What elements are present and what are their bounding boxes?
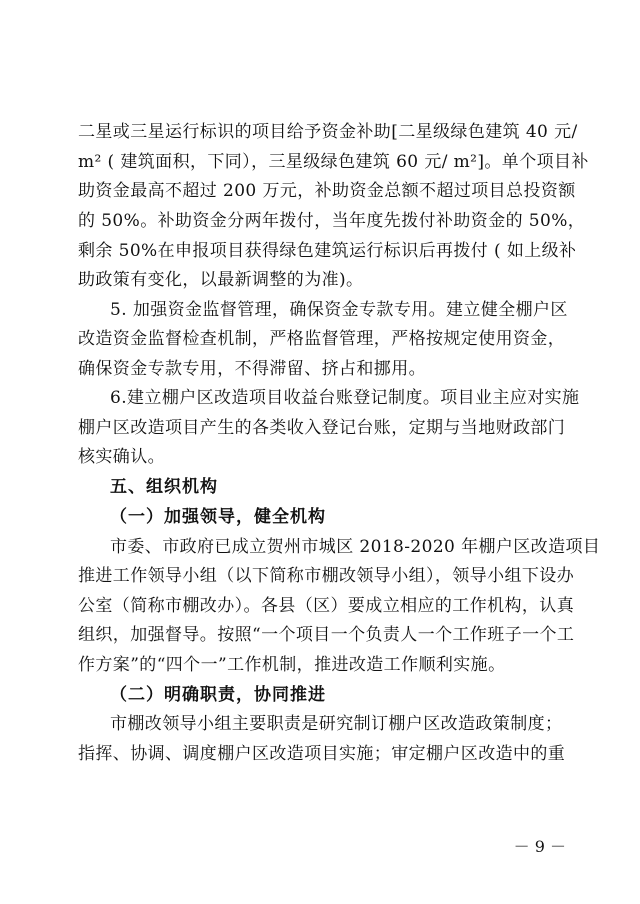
body-text-line-19: 指挥、协调、调度棚户区改造项目实施；审定棚户区改造中的重 [78,744,566,764]
subsection-heading-2: （二）明确职责，协同推进 [110,685,326,705]
body-text-line-15: 公室（简称市棚改办）。各县（区）要成立相应的工作机构，认真 [78,596,575,616]
body-text-line-11: 棚户区改造项目产生的各类收入登记台账，定期与当地财政部门 [78,418,566,438]
body-text-line-4: 的 50%。补助资金分两年拨付，当年度先拨付补助资金的 50%， [78,211,586,231]
body-text-line-6: 助政策有变化，以最新调整的为准)。 [78,270,364,290]
body-text-line-5: 剩余 50%在申报项目获得绿色建筑运行标识后再拨付 ( 如上级补 [78,241,577,261]
body-text-line-7: 5. 加强资金监督管理，确保资金专款专用。建立健全棚户区 [110,300,568,320]
body-text-line-17: 作方案”的“四个一”工作机制，推进改造工作顺利实施。 [78,655,506,675]
body-text-line-9: 确保资金专款专用，不得滞留、挤占和挪用。 [78,359,426,379]
body-text-line-10: 6.建立棚户区改造项目收益台账登记制度。项目业主应对实施 [110,388,580,408]
page-number: － 9 － [513,837,566,856]
section-heading: 五、组织机构 [110,477,218,497]
body-text-line-18: 市棚改领导小组主要职责是研究制订棚户区改造政策制度； [110,714,563,734]
body-text-line-8: 改造资金监督检查机制，严格监督管理，严格按规定使用资金， [78,329,566,349]
body-text-line-13: 市委、市政府已成立贺州市城区 2018-2020 年棚户区改造项目 [110,537,601,557]
body-text-line-16: 组织，加强督导。按照“一个项目一个负责人一个工作班子一个工 [78,625,575,645]
subsection-heading-1: （一）加强领导，健全机构 [110,507,326,527]
body-text-line-12: 核实确认。 [78,447,165,467]
body-text-line-2: m² ( 建筑面积，下同），三星级绿色建筑 60 元/ m²]。单个项目补 [78,152,589,172]
body-text-line-1: 二星或三星运行标识的项目给予资金补助[二星级绿色建筑 40 元/ [78,122,578,142]
body-text-line-14: 推进工作领导小组（以下简称市棚改领导小组），领导小组下设办 [78,566,575,586]
body-text-line-3: 助资金最高不超过 200 万元，补助资金总额不超过项目总投资额 [78,181,576,201]
